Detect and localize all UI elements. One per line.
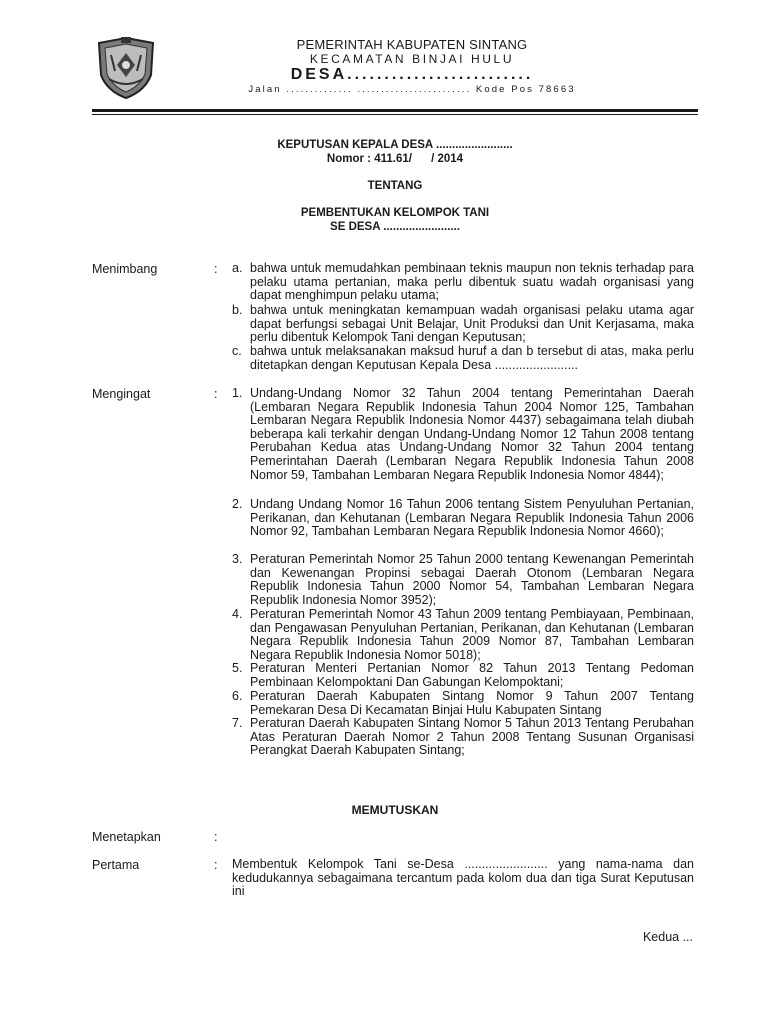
mengingat-marker-4: 4. <box>232 607 243 621</box>
next-page-indicator: Kedua ... <box>642 930 693 944</box>
mengingat-marker-7: 7. <box>232 716 243 730</box>
decree-about: TENTANG <box>367 180 423 192</box>
menimbang-marker-b: b. <box>232 303 243 317</box>
mengingat-item-4: Peraturan Pemerintah Nomor 43 Tahun 2009 tentang Pembiayaan, Pembinaan, dan Pengawasan Penyuluhan Pertanian, Perikanan, dan Kehutanan (Lembaran Negara Republik Indonesia Tahun 2009 Nomor 87, Tambahan Lembaran Negara Republik Indonesia Nomor 5018); <box>250 607 694 662</box>
decree-number: Nomor : 411.61/ / 2014 <box>326 153 464 165</box>
memutuskan-heading: MEMUTUSKAN <box>351 803 439 817</box>
pertama-text: Membentuk Kelompok Tani se-Desa ........................ yang nama-nama dan kedudukannya sebagaimana tercantum pada kolom dua dan tiga Surat Keputusan ini <box>232 857 694 899</box>
pertama-label: Pertama <box>92 858 140 872</box>
letterhead <box>92 30 698 114</box>
mengingat-item-1: Undang-Undang Nomor 32 Tahun 2004 tentang Pemerintahan Daerah (Lembaran Negara Republik Indonesia Tahun 2004 Nomor 125, Tambahan Lembaran Negara Republik Indonesia Nomor 4437) sebagaimana telah diubah beberapa kali terkahir dengan Undang-Undang Nomor 12 Tahun 2008 tentang Perubahan Kedua atas Undang-Undang Nomor 32 Tahun 2004 tentang Pemerintahan Daerah (Lembaran Negara Republik Indonesia Tahun 2008 Nomor 59, Tambahan Lembaran Negara Republik Indonesia Nomor 4844); <box>250 386 694 482</box>
mengingat-item-3: Peraturan Pemerintah Nomor 25 Tahun 2000 tentang Kewenangan Pemerintah dan Kewenangan Propinsi sebagai Daerah Otonom (Lembaran Negara Republik Indonesia Tahun 2000 Nomor 54, Tambahan Lembaran Negara Republik Indonesia Nomor 3952); <box>250 552 694 607</box>
mengingat-colon: : <box>214 387 218 401</box>
decree-subject-line2: SE DESA ........................ <box>330 221 460 233</box>
regency-emblem-icon <box>95 35 157 101</box>
mengingat-marker-6: 6. <box>232 689 243 703</box>
mengingat-item-2: Undang Undang Nomor 16 Tahun 2006 tentang Sistem Penyuluhan Pertanian, Perikanan, dan Kehutanan (Lembaran Negara Republik Indonesia Tahun 2006 Nomor 92, Tambahan Lembaran Negara Republik Indonesia Nomor 4660); <box>250 497 694 539</box>
mengingat-item-5: Peraturan Menteri Pertanian Nomor 82 Tahun 2013 Tentang Pedoman Pembinaan Kelompoktani Dan Gabungan Kelompoktani; <box>250 661 694 689</box>
letterhead-government: PEMERINTAH KABUPATEN SINTANG <box>296 37 528 52</box>
menimbang-colon: : <box>214 262 218 276</box>
menimbang-item-c: bahwa untuk melaksanakan maksud huruf a dan b tersebut di atas, maka perlu ditetapkan dengan Keputusan Kepala Desa ........................ <box>250 344 694 372</box>
mengingat-marker-3: 3. <box>232 552 243 566</box>
menetapkan-label: Menetapkan <box>92 830 161 844</box>
letterhead-divider-thick <box>92 109 698 112</box>
letterhead-district: KECAMATAN BINJAI HULU <box>309 52 515 66</box>
menimbang-label: Menimbang <box>92 262 158 276</box>
mengingat-marker-1: 1. <box>232 386 243 400</box>
decree-title: KEPUTUSAN KEPALA DESA ........................ <box>277 139 513 151</box>
pertama-colon: : <box>214 858 218 872</box>
menimbang-item-a: bahwa untuk memudahkan pembinaan teknis maupun non teknis terhadap para pelaku utama pertanian, maka perlu dibentuk suatu wadah organisasi yang dapat menghimpun pelaku utama; <box>250 261 694 303</box>
mengingat-marker-2: 2. <box>232 497 243 511</box>
menimbang-marker-a: a. <box>232 261 243 275</box>
letterhead-divider-thin <box>92 114 698 115</box>
menimbang-item-b: bahwa untuk meningkatan kemampuan wadah organisasi pelaku utama agar dapat berfungsi sebagai Unit Belajar, Unit Produksi dan Unit Kerjasama, maka perlu dibentuk Kelompok Tani dengan Keputusan; <box>250 303 694 345</box>
menimbang-marker-c: c. <box>232 344 242 358</box>
letterhead-address: Jalan .............. ........................ Kode Pos 78663 <box>248 84 576 95</box>
mengingat-item-7: Peraturan Daerah Kabupaten Sintang Nomor 5 Tahun 2013 Tentang Perubahan Atas Peraturan Daerah Nomor 2 Tahun 2008 Tentang Susunan Organisasi Perangkat Daerah Kabupaten Sintang; <box>250 716 694 758</box>
decree-subject-line1: PEMBENTUKAN KELOMPOK TANI <box>300 207 490 219</box>
mengingat-marker-5: 5. <box>232 661 243 675</box>
letterhead-village: DESA......................... <box>290 66 534 83</box>
menetapkan-colon: : <box>214 830 218 844</box>
mengingat-label: Mengingat <box>92 387 151 401</box>
mengingat-item-6: Peraturan Daerah Kabupaten Sintang Nomor 9 Tahun 2007 Tentang Pemekaran Desa Di Kecamatan Binjai Hulu Kabupaten Sintang <box>250 689 694 717</box>
